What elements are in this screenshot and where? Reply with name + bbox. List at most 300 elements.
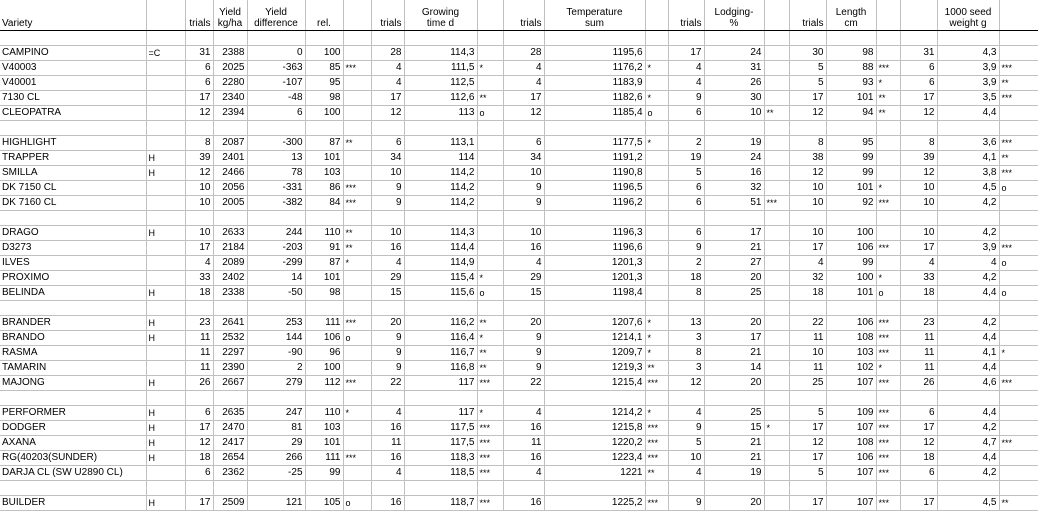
cell-temperature-sum: 1195,6 <box>544 45 645 60</box>
empty-cell <box>937 120 999 135</box>
cell-yield: 2280 <box>213 75 247 90</box>
cell-trials-length: 17 <box>789 420 826 435</box>
empty-cell <box>404 30 477 45</box>
cell-trials-temp: 34 <box>503 150 544 165</box>
cell-length: 88 <box>826 60 876 75</box>
cell-mark <box>146 240 185 255</box>
empty-cell <box>247 120 305 135</box>
cell-seed-sig: ** <box>999 150 1038 165</box>
cell-seed-sig: *** <box>999 135 1038 150</box>
cell-seed-sig <box>999 360 1038 375</box>
cell-mark <box>146 135 185 150</box>
cell-lodging: 51 <box>704 195 764 210</box>
cell-temperature-sum: 1176,2 <box>544 60 645 75</box>
cell-trials-seed: 18 <box>900 285 937 300</box>
cell-growing-sig <box>477 75 503 90</box>
cell-mark: H <box>146 225 185 240</box>
cell-growing-time: 114,4 <box>404 240 477 255</box>
cell-length-sig: ** <box>876 90 900 105</box>
cell-seed-weight: 4,4 <box>937 450 999 465</box>
empty-cell <box>247 30 305 45</box>
cell-lodging: 32 <box>704 180 764 195</box>
cell-trials-temp: 29 <box>503 270 544 285</box>
empty-cell <box>544 120 645 135</box>
cell-lodging-sig <box>764 240 789 255</box>
cell-growing-sig <box>477 195 503 210</box>
cell-trials-lodging: 9 <box>668 90 704 105</box>
cell-length-sig: o <box>876 285 900 300</box>
cell-trials-temp: 9 <box>503 330 544 345</box>
cell-trials-temp: 15 <box>503 285 544 300</box>
cell-trials-length: 4 <box>789 255 826 270</box>
empty-cell <box>213 120 247 135</box>
cell-temp-sig: * <box>645 315 668 330</box>
cell-yield: 2005 <box>213 195 247 210</box>
cell-growing-sig: *** <box>477 465 503 480</box>
table-row <box>0 420 1038 435</box>
cell-growing-time: 111,5 <box>404 60 477 75</box>
cell-trials-lodging: 4 <box>668 465 704 480</box>
cell-seed-weight: 3,9 <box>937 240 999 255</box>
empty-cell <box>999 120 1038 135</box>
header-rel: rel. <box>305 0 343 30</box>
cell-temp-sig: *** <box>645 375 668 390</box>
cell-trials: 33 <box>185 270 213 285</box>
cell-growing-sig: ** <box>477 315 503 330</box>
cell-yield: 2402 <box>213 270 247 285</box>
cell-trials-length: 11 <box>789 330 826 345</box>
empty-cell <box>305 480 343 495</box>
cell-lodging-sig: ** <box>764 105 789 120</box>
cell-trials: 6 <box>185 465 213 480</box>
cell-seed-sig: *** <box>999 165 1038 180</box>
cell-seed-weight: 4 <box>937 255 999 270</box>
cell-trials-temp: 16 <box>503 495 544 510</box>
cell-seed-weight: 4,3 <box>937 45 999 60</box>
cell-seed-weight: 3,8 <box>937 165 999 180</box>
empty-cell <box>876 300 900 315</box>
cell-trials-length: 5 <box>789 75 826 90</box>
empty-cell <box>185 120 213 135</box>
cell-yield: 2401 <box>213 150 247 165</box>
cell-lodging-sig <box>764 165 789 180</box>
cell-trials-seed: 10 <box>900 195 937 210</box>
cell-seed-weight: 4,2 <box>937 315 999 330</box>
cell-length: 92 <box>826 195 876 210</box>
cell-trials-temp: 11 <box>503 435 544 450</box>
empty-cell <box>305 210 343 225</box>
cell-temperature-sum: 1196,5 <box>544 180 645 195</box>
cell-rel-sig <box>343 285 371 300</box>
empty-cell <box>185 30 213 45</box>
cell-seed-weight: 4,6 <box>937 375 999 390</box>
cell-length: 107 <box>826 420 876 435</box>
cell-trials: 11 <box>185 360 213 375</box>
cell-length-sig: * <box>876 360 900 375</box>
cell-trials-lodging: 9 <box>668 420 704 435</box>
cell-length-sig <box>876 45 900 60</box>
cell-seed-sig <box>999 45 1038 60</box>
cell-trials-lodging: 12 <box>668 375 704 390</box>
cell-trials-growing: 34 <box>371 150 404 165</box>
cell-rel: 112 <box>305 375 343 390</box>
cell-yield-difference: 13 <box>247 150 305 165</box>
cell-yield: 2087 <box>213 135 247 150</box>
cell-length: 98 <box>826 45 876 60</box>
cell-trials-temp: 9 <box>503 345 544 360</box>
cell-mark <box>146 90 185 105</box>
cell-growing-time: 114,2 <box>404 195 477 210</box>
cell-trials-growing: 6 <box>371 135 404 150</box>
cell-trials-seed: 23 <box>900 315 937 330</box>
cell-yield: 2297 <box>213 345 247 360</box>
cell-growing-sig: *** <box>477 420 503 435</box>
cell-length-sig: *** <box>876 375 900 390</box>
cell-growing-time: 116,4 <box>404 330 477 345</box>
cell-temp-sig <box>645 45 668 60</box>
cell-growing-time: 117 <box>404 375 477 390</box>
cell-temp-sig: ** <box>645 360 668 375</box>
cell-seed-weight: 4,7 <box>937 435 999 450</box>
empty-cell <box>0 30 146 45</box>
cell-yield: 2641 <box>213 315 247 330</box>
cell-growing-time: 115,4 <box>404 270 477 285</box>
empty-cell <box>704 120 764 135</box>
cell-lodging: 25 <box>704 285 764 300</box>
cell-rel-sig <box>343 270 371 285</box>
cell-yield-difference: -90 <box>247 345 305 360</box>
cell-trials-growing: 9 <box>371 180 404 195</box>
cell-temp-sig <box>645 285 668 300</box>
cell-rel: 100 <box>305 105 343 120</box>
empty-cell <box>544 300 645 315</box>
cell-yield-difference: -107 <box>247 75 305 90</box>
cell-trials-length: 17 <box>789 240 826 255</box>
cell-yield: 2025 <box>213 60 247 75</box>
header-trials: trials <box>789 0 826 30</box>
cell-trials-temp: 20 <box>503 315 544 330</box>
cell-temp-sig <box>645 165 668 180</box>
empty-cell <box>999 30 1038 45</box>
empty-cell <box>668 120 704 135</box>
empty-cell <box>213 390 247 405</box>
cell-trials: 8 <box>185 135 213 150</box>
cell-trials-temp: 10 <box>503 165 544 180</box>
cell-mark <box>146 255 185 270</box>
empty-cell <box>477 390 503 405</box>
empty-cell <box>789 30 826 45</box>
cell-growing-sig: * <box>477 330 503 345</box>
cell-growing-sig: ** <box>477 90 503 105</box>
empty-cell <box>645 300 668 315</box>
cell-yield-difference: 247 <box>247 405 305 420</box>
empty-cell <box>668 390 704 405</box>
cell-yield: 2362 <box>213 465 247 480</box>
cell-length: 106 <box>826 315 876 330</box>
cell-temp-sig <box>645 195 668 210</box>
cell-variety: TRAPPER <box>0 150 146 165</box>
cell-rel: 101 <box>305 435 343 450</box>
cell-length-sig: * <box>876 180 900 195</box>
empty-cell <box>503 210 544 225</box>
cell-trials: 11 <box>185 345 213 360</box>
empty-cell <box>764 30 789 45</box>
cell-trials: 12 <box>185 435 213 450</box>
cell-mark <box>146 75 185 90</box>
cell-lodging-sig <box>764 450 789 465</box>
cell-growing-sig <box>477 240 503 255</box>
cell-lodging-sig <box>764 90 789 105</box>
empty-cell <box>477 300 503 315</box>
empty-cell <box>668 480 704 495</box>
cell-yield-difference: -382 <box>247 195 305 210</box>
cell-rel-sig: o <box>343 495 371 510</box>
cell-trials-growing: 4 <box>371 255 404 270</box>
cell-yield-difference: 6 <box>247 105 305 120</box>
cell-trials-length: 12 <box>789 435 826 450</box>
empty-cell <box>343 300 371 315</box>
cell-temp-sig <box>645 75 668 90</box>
cell-rel: 100 <box>305 360 343 375</box>
cell-length: 101 <box>826 90 876 105</box>
cell-yield-difference: 81 <box>247 420 305 435</box>
cell-temperature-sum: 1191,2 <box>544 150 645 165</box>
cell-trials-length: 18 <box>789 285 826 300</box>
cell-trials-seed: 12 <box>900 105 937 120</box>
cell-growing-sig: * <box>477 270 503 285</box>
cell-rel: 111 <box>305 450 343 465</box>
empty-cell <box>185 300 213 315</box>
cell-trials-seed: 17 <box>900 495 937 510</box>
empty-cell <box>826 210 876 225</box>
cell-trials-lodging: 18 <box>668 270 704 285</box>
cell-trials-length: 5 <box>789 405 826 420</box>
cell-trials-seed: 10 <box>900 225 937 240</box>
empty-cell <box>503 390 544 405</box>
cell-length-sig: *** <box>876 240 900 255</box>
cell-lodging: 19 <box>704 135 764 150</box>
empty-cell <box>999 390 1038 405</box>
cell-rel-sig: *** <box>343 450 371 465</box>
cell-trials-seed: 11 <box>900 360 937 375</box>
cell-variety: BELINDA <box>0 285 146 300</box>
cell-length: 107 <box>826 375 876 390</box>
cell-temperature-sum: 1196,2 <box>544 195 645 210</box>
table-row <box>0 90 1038 105</box>
cell-yield: 2654 <box>213 450 247 465</box>
cell-trials-growing: 29 <box>371 270 404 285</box>
cell-length-sig: *** <box>876 345 900 360</box>
cell-seed-weight: 3,5 <box>937 90 999 105</box>
cell-trials-length: 30 <box>789 45 826 60</box>
empty-cell <box>876 210 900 225</box>
empty-cell <box>937 300 999 315</box>
cell-lodging-sig <box>764 285 789 300</box>
cell-growing-time: 114,3 <box>404 225 477 240</box>
cell-growing-sig: * <box>477 60 503 75</box>
cell-trials-temp: 9 <box>503 195 544 210</box>
cell-variety: TAMARIN <box>0 360 146 375</box>
header-blank <box>477 0 503 30</box>
header-length: Length cm <box>826 0 876 30</box>
cell-yield-difference: 29 <box>247 435 305 450</box>
empty-cell <box>764 210 789 225</box>
cell-trials-temp: 4 <box>503 255 544 270</box>
header-seed-weight: 1000 seed weight g <box>937 0 999 30</box>
cell-mark: H <box>146 165 185 180</box>
table-row <box>0 435 1038 450</box>
empty-cell <box>645 210 668 225</box>
cell-trials-lodging: 6 <box>668 105 704 120</box>
cell-length: 94 <box>826 105 876 120</box>
cell-temp-sig: ** <box>645 465 668 480</box>
cell-seed-sig <box>999 315 1038 330</box>
cell-trials-growing: 20 <box>371 315 404 330</box>
empty-cell <box>937 210 999 225</box>
cell-seed-weight: 4,2 <box>937 270 999 285</box>
cell-length: 107 <box>826 495 876 510</box>
cell-variety: DK 7160 CL <box>0 195 146 210</box>
cell-length-sig <box>876 135 900 150</box>
spacer-row <box>0 120 1038 135</box>
cell-variety: MAJONG <box>0 375 146 390</box>
cell-yield: 2089 <box>213 255 247 270</box>
empty-cell <box>789 210 826 225</box>
table-row <box>0 75 1038 90</box>
cell-temperature-sum: 1215,8 <box>544 420 645 435</box>
cell-rel: 103 <box>305 165 343 180</box>
cell-trials-length: 11 <box>789 360 826 375</box>
cell-trials-length: 17 <box>789 90 826 105</box>
empty-cell <box>213 300 247 315</box>
table-row <box>0 225 1038 240</box>
table-row <box>0 105 1038 120</box>
cell-trials: 4 <box>185 255 213 270</box>
cell-yield: 2532 <box>213 330 247 345</box>
cell-rel-sig: * <box>343 255 371 270</box>
cell-lodging-sig <box>764 360 789 375</box>
cell-trials-lodging: 3 <box>668 360 704 375</box>
cell-mark: H <box>146 150 185 165</box>
cell-trials-growing: 9 <box>371 330 404 345</box>
cell-variety: V40001 <box>0 75 146 90</box>
cell-trials-temp: 4 <box>503 75 544 90</box>
cell-rel-sig: *** <box>343 60 371 75</box>
empty-cell <box>185 480 213 495</box>
empty-cell <box>185 390 213 405</box>
table-row <box>0 195 1038 210</box>
cell-growing-sig <box>477 255 503 270</box>
cell-trials-temp: 17 <box>503 90 544 105</box>
empty-cell <box>146 390 185 405</box>
cell-trials-seed: 26 <box>900 375 937 390</box>
cell-yield: 2635 <box>213 405 247 420</box>
cell-length-sig: *** <box>876 450 900 465</box>
cell-trials-growing: 28 <box>371 45 404 60</box>
cell-rel-sig: ** <box>343 225 371 240</box>
empty-cell <box>900 480 937 495</box>
cell-yield-difference: 14 <box>247 270 305 285</box>
cell-temp-sig <box>645 240 668 255</box>
cell-trials-length: 25 <box>789 375 826 390</box>
cell-trials-growing: 4 <box>371 405 404 420</box>
cell-length-sig: *** <box>876 405 900 420</box>
empty-cell <box>247 480 305 495</box>
cell-seed-weight: 4,1 <box>937 150 999 165</box>
cell-trials-lodging: 5 <box>668 435 704 450</box>
cell-seed-sig: *** <box>999 60 1038 75</box>
cell-yield-difference: 253 <box>247 315 305 330</box>
cell-length: 107 <box>826 465 876 480</box>
cell-lodging: 21 <box>704 345 764 360</box>
empty-cell <box>999 300 1038 315</box>
cell-rel: 96 <box>305 345 343 360</box>
cell-trials: 17 <box>185 495 213 510</box>
cell-growing-time: 113,1 <box>404 135 477 150</box>
cell-seed-sig: o <box>999 180 1038 195</box>
cell-trials-temp: 16 <box>503 420 544 435</box>
cell-length: 93 <box>826 75 876 90</box>
empty-cell <box>876 30 900 45</box>
empty-cell <box>343 390 371 405</box>
header-trials: trials <box>668 0 704 30</box>
cell-trials-lodging: 19 <box>668 150 704 165</box>
cell-trials-length: 8 <box>789 135 826 150</box>
header-blank <box>343 0 371 30</box>
cell-yield: 2390 <box>213 360 247 375</box>
cell-mark <box>146 360 185 375</box>
empty-cell <box>213 30 247 45</box>
cell-seed-weight: 4,4 <box>937 405 999 420</box>
cell-length: 109 <box>826 405 876 420</box>
empty-cell <box>247 390 305 405</box>
cell-lodging-sig <box>764 225 789 240</box>
empty-cell <box>764 480 789 495</box>
cell-length: 99 <box>826 165 876 180</box>
cell-lodging: 20 <box>704 315 764 330</box>
cell-temperature-sum: 1225,2 <box>544 495 645 510</box>
header-row <box>0 0 1038 30</box>
cell-variety: V40003 <box>0 60 146 75</box>
cell-trials-seed: 6 <box>900 60 937 75</box>
empty-cell <box>477 480 503 495</box>
cell-trials: 23 <box>185 315 213 330</box>
cell-trials-growing: 16 <box>371 420 404 435</box>
cell-mark <box>146 465 185 480</box>
empty-cell <box>503 120 544 135</box>
empty-cell <box>371 210 404 225</box>
empty-cell <box>477 30 503 45</box>
cell-length-sig: *** <box>876 330 900 345</box>
cell-trials-lodging: 10 <box>668 450 704 465</box>
cell-mark <box>146 345 185 360</box>
cell-seed-sig: *** <box>999 435 1038 450</box>
empty-cell <box>937 480 999 495</box>
empty-cell <box>404 390 477 405</box>
empty-cell <box>704 480 764 495</box>
cell-seed-weight: 4,4 <box>937 330 999 345</box>
cell-trials-growing: 10 <box>371 165 404 180</box>
cell-yield-difference: -25 <box>247 465 305 480</box>
cell-lodging-sig <box>764 135 789 150</box>
cell-length-sig: *** <box>876 195 900 210</box>
empty-cell <box>544 30 645 45</box>
cell-trials-lodging: 6 <box>668 195 704 210</box>
cell-seed-sig: *** <box>999 90 1038 105</box>
cell-length: 108 <box>826 435 876 450</box>
cell-lodging-sig <box>764 345 789 360</box>
cell-trials-lodging: 9 <box>668 240 704 255</box>
